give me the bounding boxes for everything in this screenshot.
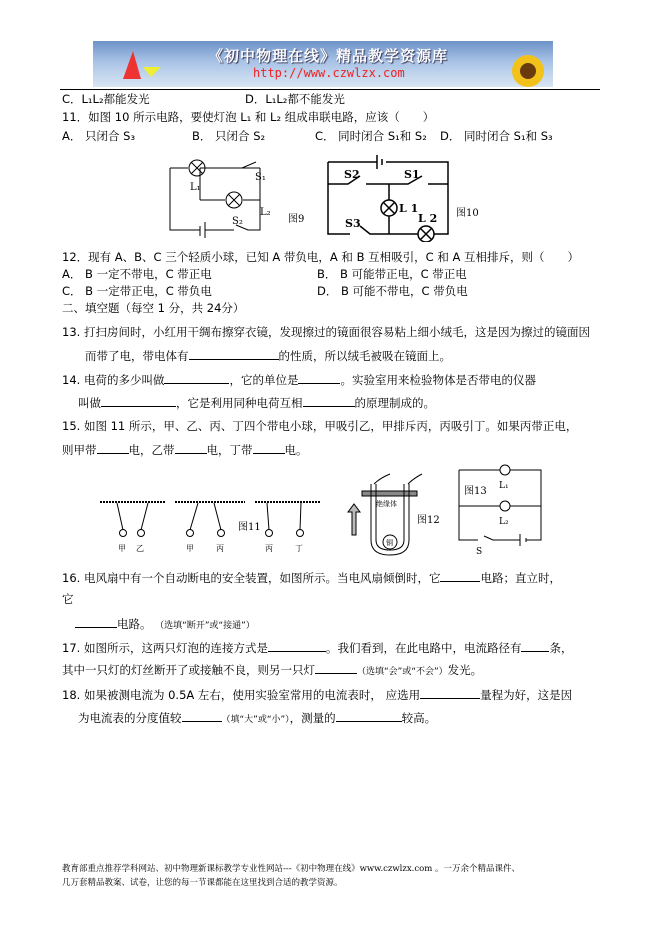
q17-line1: [62, 639, 572, 656]
figure-10: [328, 155, 479, 242]
q12-option-d: D． B 可能不带电，C 带负电: [317, 284, 468, 298]
banner-url[interactable]: http://www.czwlzx.com: [253, 66, 405, 80]
footer-line1: 教育部重点推荐学科网站、初中物理新课标教学专业性网站---《初中物理在线》www.czwlzx.com 。一万余个精品课件、: [62, 864, 520, 874]
q10-option-c: C．L₁L₂都能发光: [62, 92, 150, 106]
text: ，它是利用同种电荷互相: [176, 396, 303, 410]
text: 则甲带: [62, 443, 97, 457]
site-banner[interactable]: [93, 41, 553, 87]
text: 。我们看到，在此电路中，电流路径有: [325, 641, 522, 655]
text: 量程为好，这是因: [480, 688, 573, 702]
banner-title: 《初中物理在线》精品教学资源库: [208, 47, 449, 65]
section-2-heading: 二、填空题（每空 1 分，共 24分）: [62, 301, 245, 315]
q11-option-d: D． 同时闭合 S₁和 S₃: [440, 129, 553, 143]
fig10-s1-label: S1: [404, 168, 420, 181]
q13-line2: [85, 347, 451, 364]
text: 电路；直立时，: [480, 571, 561, 585]
figure-9: [170, 160, 304, 238]
q11-option-b: B． 只闭合 S₂: [192, 129, 266, 143]
fig13-s-label: S: [476, 547, 483, 557]
q15-blank-3[interactable]: [253, 441, 285, 454]
q13-blank[interactable]: [189, 347, 279, 360]
fig13-l2-label: L₂: [499, 517, 509, 527]
text: 18. 如果被测电流为 0.5A 左右，使用实验室常用的电流表时， 应选用: [62, 688, 421, 702]
fig9-s1-label: S₁: [255, 172, 266, 183]
q16-blank-1[interactable]: [440, 569, 480, 582]
q16-line1: [62, 569, 561, 586]
q15-line2: [62, 441, 308, 458]
figures-11-12-13: [90, 460, 560, 560]
q10-option-d: D．L₁L₂都不能发光: [245, 92, 345, 106]
fig12-copper-label: 铜: [386, 539, 393, 547]
fig13-l1-label: L₁: [499, 481, 509, 491]
fig9-s2-label: S₂: [232, 216, 243, 227]
q14-line1: [62, 371, 536, 388]
q12-option-c: C． B 一定带正电，C 带负电: [62, 284, 212, 298]
text: 为电流表的分度值较: [78, 711, 182, 725]
fig10-caption: 图10: [456, 208, 479, 219]
text: 电，乙带: [128, 443, 175, 457]
text: 的原理制成的。: [354, 396, 435, 410]
q18-blank-2[interactable]: [182, 709, 222, 722]
q12-option-b: B． B 可能带正电，C 带正电: [317, 267, 467, 281]
text: 叫做: [78, 396, 101, 410]
fig11-label: 甲: [118, 544, 126, 553]
q12-stem: 12．现有 A、B、C 三个轻质小球，已知 A 带负电，A 和 B 互相吸引，C 和 A 互相排斥，则（ ）: [62, 250, 579, 264]
q17-blank-2[interactable]: [521, 639, 549, 652]
q18-line2: [78, 709, 436, 728]
q16-blank-2[interactable]: [75, 615, 117, 628]
q14-blank-3[interactable]: [101, 394, 176, 407]
fig11-label: 丁: [295, 544, 303, 553]
hint: （填“大”或“小”）: [221, 715, 290, 725]
q18-line1: [62, 686, 572, 703]
q14-blank-4[interactable]: [303, 394, 355, 407]
text: 。实验室用来检验物体是否带电的仪器: [340, 373, 536, 387]
text: 电路。: [117, 617, 152, 631]
text: ，它的单位是: [229, 373, 299, 387]
q11-option-a: A． 只闭合 S₃: [62, 129, 136, 143]
fig11-label: 丙: [216, 544, 224, 553]
fig12-caption: 图12: [417, 515, 440, 526]
q17-line2: [62, 661, 482, 680]
text: 电，丁带: [206, 443, 253, 457]
q12-option-a: A． B 一定不带电，C 带正电: [62, 267, 212, 281]
q14-blank-2[interactable]: [298, 371, 340, 384]
q17-blank-1[interactable]: [268, 639, 326, 652]
q15-line1: 15. 如图 11 所示，甲、乙、丙、丁四个带电小球，甲吸引乙，甲排斥丙，丙吸引丁。如果丙带正电，: [62, 419, 578, 433]
fig9-caption: 图9: [288, 214, 305, 225]
q13-line1: 13. 打扫房间时，小红用干绸布擦穿衣镜，发现擦过的镜面很容易粘上细小绒毛，这是因为擦过的镜面因: [62, 325, 590, 339]
q11-stem: 11．如图 10 所示电路，要使灯泡 L₁ 和 L₂ 组成串联电路，应该（ ）: [62, 110, 435, 124]
text: ，测量的: [289, 711, 336, 725]
fig12-insulator-label: 绝缘体: [376, 500, 397, 508]
text: 较高。: [401, 711, 437, 725]
fig13-caption: 图13: [464, 486, 487, 497]
footer-line2: 几万套精品教案、试卷，让您的每一节课都能在这里找到合适的教学资源。: [62, 878, 343, 888]
fig10-l2-label: L 2: [418, 212, 438, 225]
q11-option-c: C． 同时闭合 S₁和 S₂: [315, 129, 427, 143]
q18-blank-1[interactable]: [420, 686, 480, 699]
text: 而带了电，带电体有: [85, 349, 189, 363]
text: 17. 如图所示，这两只灯泡的连接方式是: [62, 641, 268, 655]
fig11-label: 乙: [136, 544, 144, 553]
figure-12: [348, 474, 440, 555]
text: 电。: [284, 443, 308, 457]
fig11-label: 丙: [265, 544, 273, 553]
fig9-l1-label: L₁: [190, 182, 201, 193]
q16-line3: [75, 615, 255, 634]
q14-line2: [78, 394, 435, 411]
text: 14. 电荷的多少叫做: [62, 373, 165, 387]
text: 条，: [549, 641, 573, 655]
text: 16. 电风扇中有一个自动断电的安全装置，如图所示。当电风扇倾倒时，它: [62, 571, 441, 585]
figure-13: [459, 465, 541, 557]
hint: （选填“断开”或“接通”）: [155, 621, 255, 631]
text: 其中一只灯的灯丝断开了或接触不良，则另一只灯: [62, 663, 315, 677]
q18-blank-3[interactable]: [336, 709, 402, 722]
fig10-s3-label: S3: [345, 217, 361, 230]
figure-11: [100, 502, 320, 553]
q14-blank-1[interactable]: [164, 371, 229, 384]
header-divider: [60, 89, 600, 90]
fig10-l1-label: L 1: [399, 202, 419, 215]
fig11-label: 甲: [186, 544, 194, 553]
hint: （选填“会”或“不会”）: [357, 667, 448, 677]
fig11-caption: 图11: [238, 522, 261, 533]
text: 的性质，所以绒毛被吸在镜面上。: [278, 349, 451, 363]
text: 发光。: [447, 663, 483, 677]
q17-blank-3[interactable]: [315, 661, 357, 674]
fig10-s2-label: S2: [344, 168, 360, 181]
q15-blank-1[interactable]: [97, 441, 129, 454]
q16-line2: 它: [62, 592, 74, 606]
q15-blank-2[interactable]: [175, 441, 207, 454]
fig9-l2-label: L₂: [260, 207, 271, 218]
figure-9-10-circuits: [160, 150, 500, 242]
